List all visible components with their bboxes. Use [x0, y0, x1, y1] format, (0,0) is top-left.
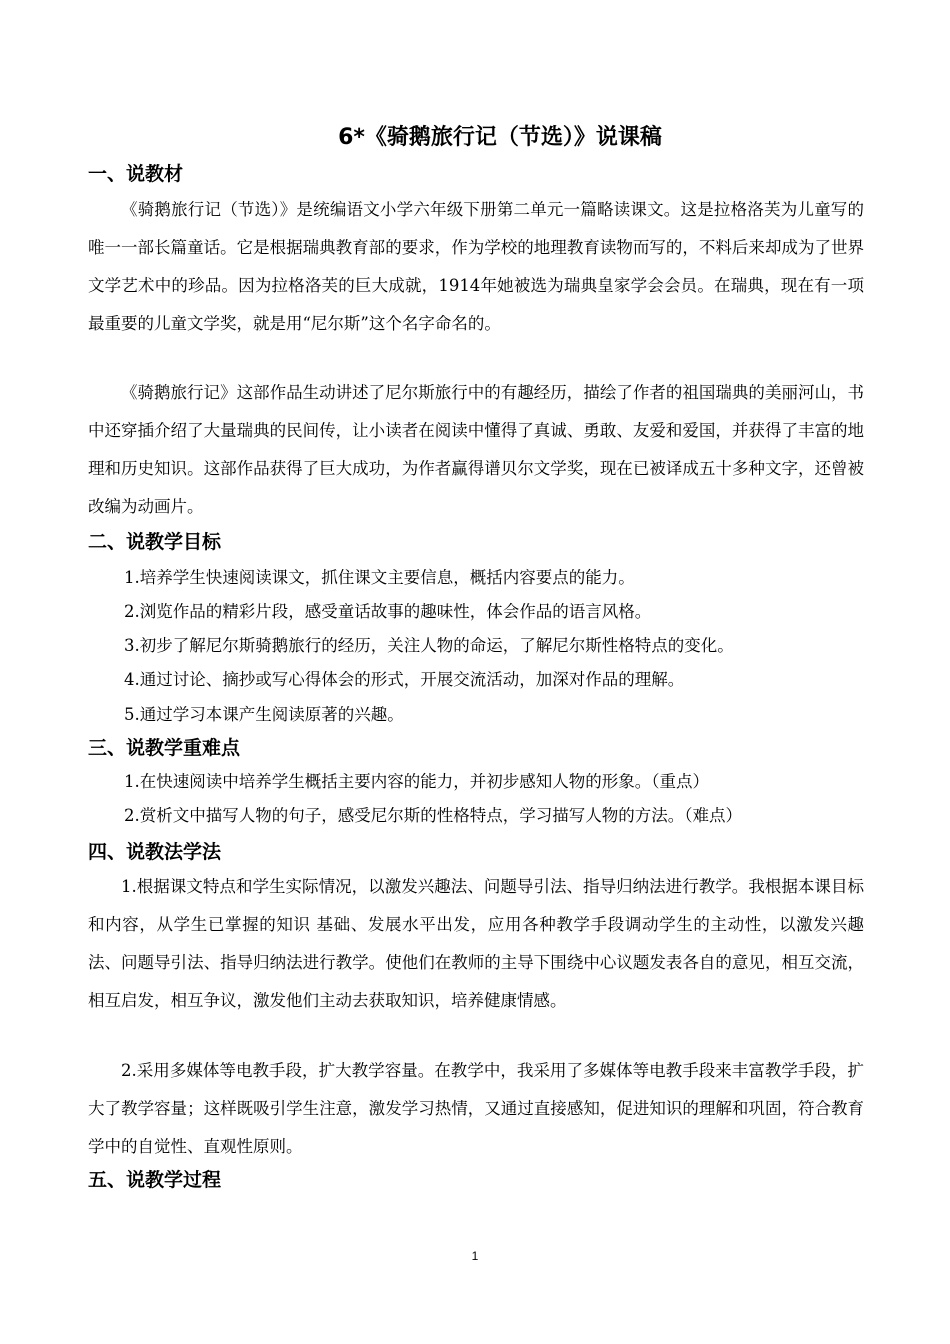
list-item: 1.在快速阅读中培养学生概括主要内容的能力，并初步感知人物的形象。（重点） [124, 772, 709, 791]
section-heading-teaching-material: 一、说教材 [88, 163, 184, 185]
section-heading-teaching-goals: 二、说教学目标 [88, 531, 222, 553]
list-item: 3.初步了解尼尔斯骑鹅旅行的经历，关注人物的命运，了解尼尔斯性格特点的变化。 [124, 636, 734, 655]
list-item: 1.培养学生快速阅读课文，抓住课文主要信息，概括内容要点的能力。 [124, 568, 635, 587]
paragraph: 《骑鹅旅行记（节选）》是统编语文小学六年级下册第二单元一篇略读课文。这是拉格洛芙为儿童写的唯一一部长篇童话。它是根据瑞典教育部的要求，作为学校的地理教育读物而写的，不料后来却成为了世界文学艺术中的珍品。因为拉格洛芙的巨大成就，1914年她被选为瑞典皇家学会会员。在瑞典，现在有一项最重要的儿童文学奖，就是用“尼尔斯”这个名字命名的。 [88, 200, 864, 333]
list-item: 2.浏览作品的精彩片段，感受童话故事的趣味性，体会作品的语言风格。 [124, 602, 652, 621]
section-heading-teaching-methods: 四、说教法学法 [88, 841, 222, 863]
paragraph: 2.采用多媒体等电教手段，扩大教学容量。在教学中，我采用了多媒体等电教手段来丰富教学手段，扩大了教学容量；这样既吸引学生注意，激发学习热情，又通过直接感知，促进知识的理解和巩固，符合教育学中的自觉性、直观性原则。 [88, 1061, 864, 1156]
list-item: 5.通过学习本课产生阅读原著的兴趣。 [124, 705, 404, 724]
section-heading-teaching-process: 五、说教学过程 [88, 1169, 222, 1191]
paragraph: 《骑鹅旅行记》这部作品生动讲述了尼尔斯旅行中的有趣经历，描绘了作者的祖国瑞典的美丽河山，书中还穿插介绍了大量瑞典的民间传，让小读者在阅读中懂得了真诚、勇敢、友爱和爱国，并获得了丰富的地理和历史知识。这部作品获得了巨大成功，为作者赢得谱贝尔文学奖，现在已被译成五十多种文字，还曾被改编为动画片。 [88, 383, 864, 516]
paragraph: 1.根据课文特点和学生实际情况，以激发兴趣法、问题导引法、指导归纳法进行教学。我根据本课目标和内容，从学生已掌握的知识 基础、发展水平出发，应用各种教学手段调动学生的主动性，以激发兴趣法、问题导引法、指导归纳法进行教学。使他们在教师的主导下围绕中心议题发表各自的意见，相互交流，相互启发，相互争议，激发他们主动去获取知识，培养健康情感。 [88, 877, 864, 1010]
page-number: 1 [471, 1249, 479, 1263]
list-item: 2.赏析文中描写人物的句子，感受尼尔斯的性格特点，学习描写人物的方法。（难点） [124, 806, 742, 825]
list-item: 4.通过讨论、摘抄或写心得体会的形式，开展交流活动，加深对作品的理解。 [124, 670, 685, 689]
document-title: 6*《骑鹅旅行记（节选）》说课稿 [338, 125, 662, 150]
section-heading-key-points: 三、说教学重难点 [88, 737, 241, 759]
